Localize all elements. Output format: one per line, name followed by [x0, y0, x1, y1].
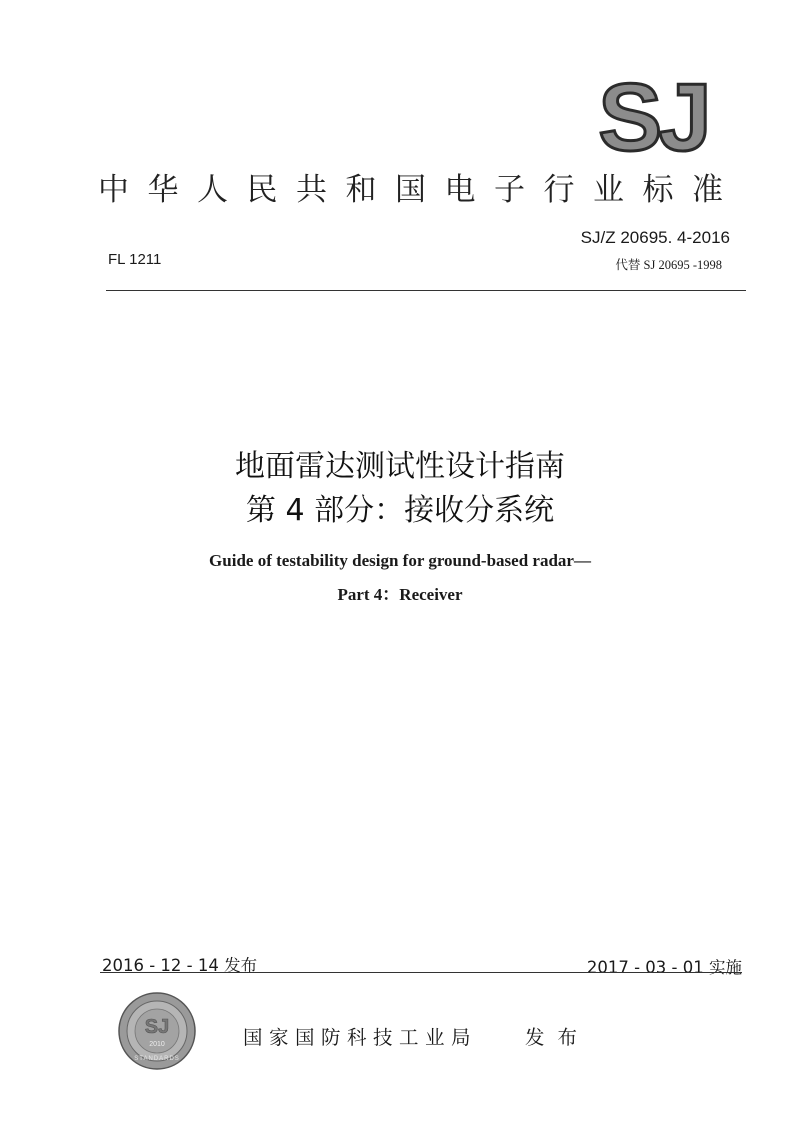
- title-chinese-line1: 地面雷达测试性设计指南: [235, 449, 565, 484]
- title-chinese-line2: 第 4 部分：接收分系统: [245, 493, 555, 528]
- svg-text:SJ: SJ: [144, 1016, 170, 1038]
- publisher-name: 国家国防科技工业局: [243, 1026, 478, 1049]
- svg-text:STANDARDS: STANDARDS: [134, 1056, 180, 1062]
- standard-number: SJ/Z 20695. 4-2016: [580, 228, 730, 247]
- industry-title: 中华人民共和国电子行业标准: [98, 172, 742, 208]
- title-english-line2: Part 4：Receiver: [337, 585, 463, 604]
- official-seal-icon: [117, 991, 197, 1071]
- sj-logo-text: SJ: [598, 76, 708, 156]
- classification-code: FL 1211: [108, 251, 162, 268]
- dates-divider: [100, 972, 742, 973]
- header-divider: [106, 290, 746, 291]
- svg-text:2010: 2010: [149, 1041, 165, 1048]
- issue-date: 2016 - 12 - 14 发布: [102, 956, 258, 975]
- implementation-date: 2017 - 03 - 01 实施: [586, 958, 742, 977]
- replaces-standard: 代替 SJ 20695 -1998: [615, 258, 722, 272]
- publish-label: 发布: [525, 1026, 591, 1049]
- title-english-line1: Guide of testability design for ground-based radar—: [209, 551, 591, 570]
- sj-logo: [588, 76, 718, 156]
